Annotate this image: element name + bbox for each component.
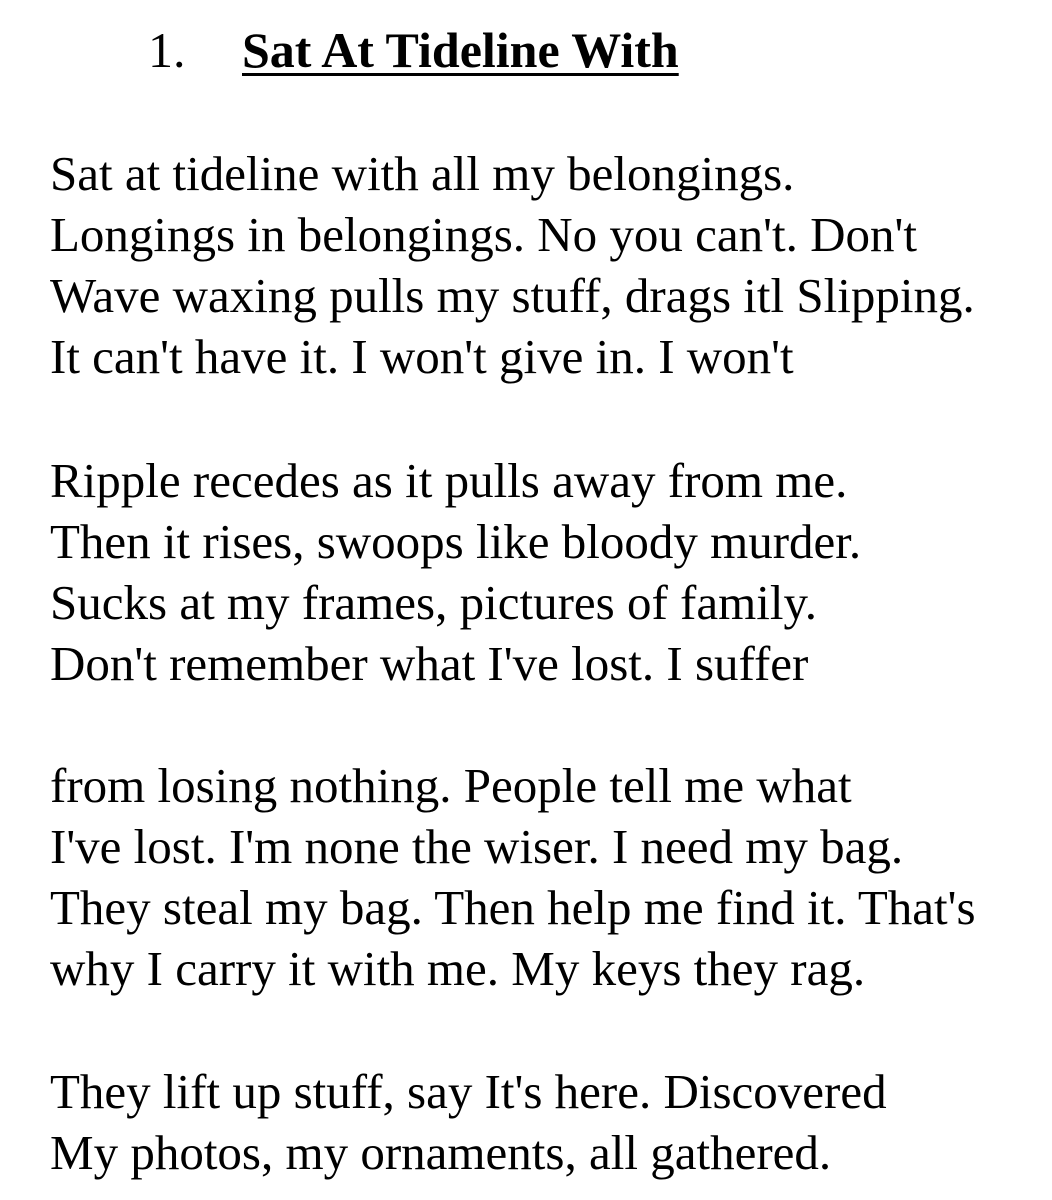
poem-line: Sat at tideline with all my belongings. [50, 146, 795, 201]
poem-line: It can't have it. I won't give in. I won't [50, 329, 794, 384]
poem-line: Longings in belongings. No you can't. Don't [50, 207, 917, 262]
poem-line: Then it rises, swoops like bloody murder. [50, 514, 862, 569]
poem-line: Ripple recedes as it pulls away from me. [50, 453, 848, 508]
stanza-2 [50, 450, 861, 694]
poem-line: Sucks at my frames, pictures of family. [50, 575, 818, 630]
poem-line: I've lost. I'm none the wiser. I need my bag. [50, 819, 904, 874]
stanza-1 [50, 143, 975, 387]
poem-line: My photos, my ornaments, all gathered. [50, 1125, 832, 1180]
stanza-3 [50, 755, 976, 999]
poem-line: from losing nothing. People tell me what [50, 758, 852, 813]
poem-line: Wave waxing pulls my stuff, drags itl Slipping. [50, 268, 975, 323]
poem-heading [148, 22, 679, 78]
poem-number: 1. [148, 22, 186, 78]
poem-line: why I carry it with me. My keys they rag. [50, 941, 866, 996]
poem-title: Sat At Tideline With [242, 22, 679, 78]
poem-line: They steal my bag. Then help me find it. That's [50, 880, 976, 935]
stanza-4 [50, 1061, 887, 1183]
poem-line: Don't remember what I've lost. I suffer [50, 636, 809, 691]
poem-line: They lift up stuff, say It's here. Discovered [50, 1064, 887, 1119]
